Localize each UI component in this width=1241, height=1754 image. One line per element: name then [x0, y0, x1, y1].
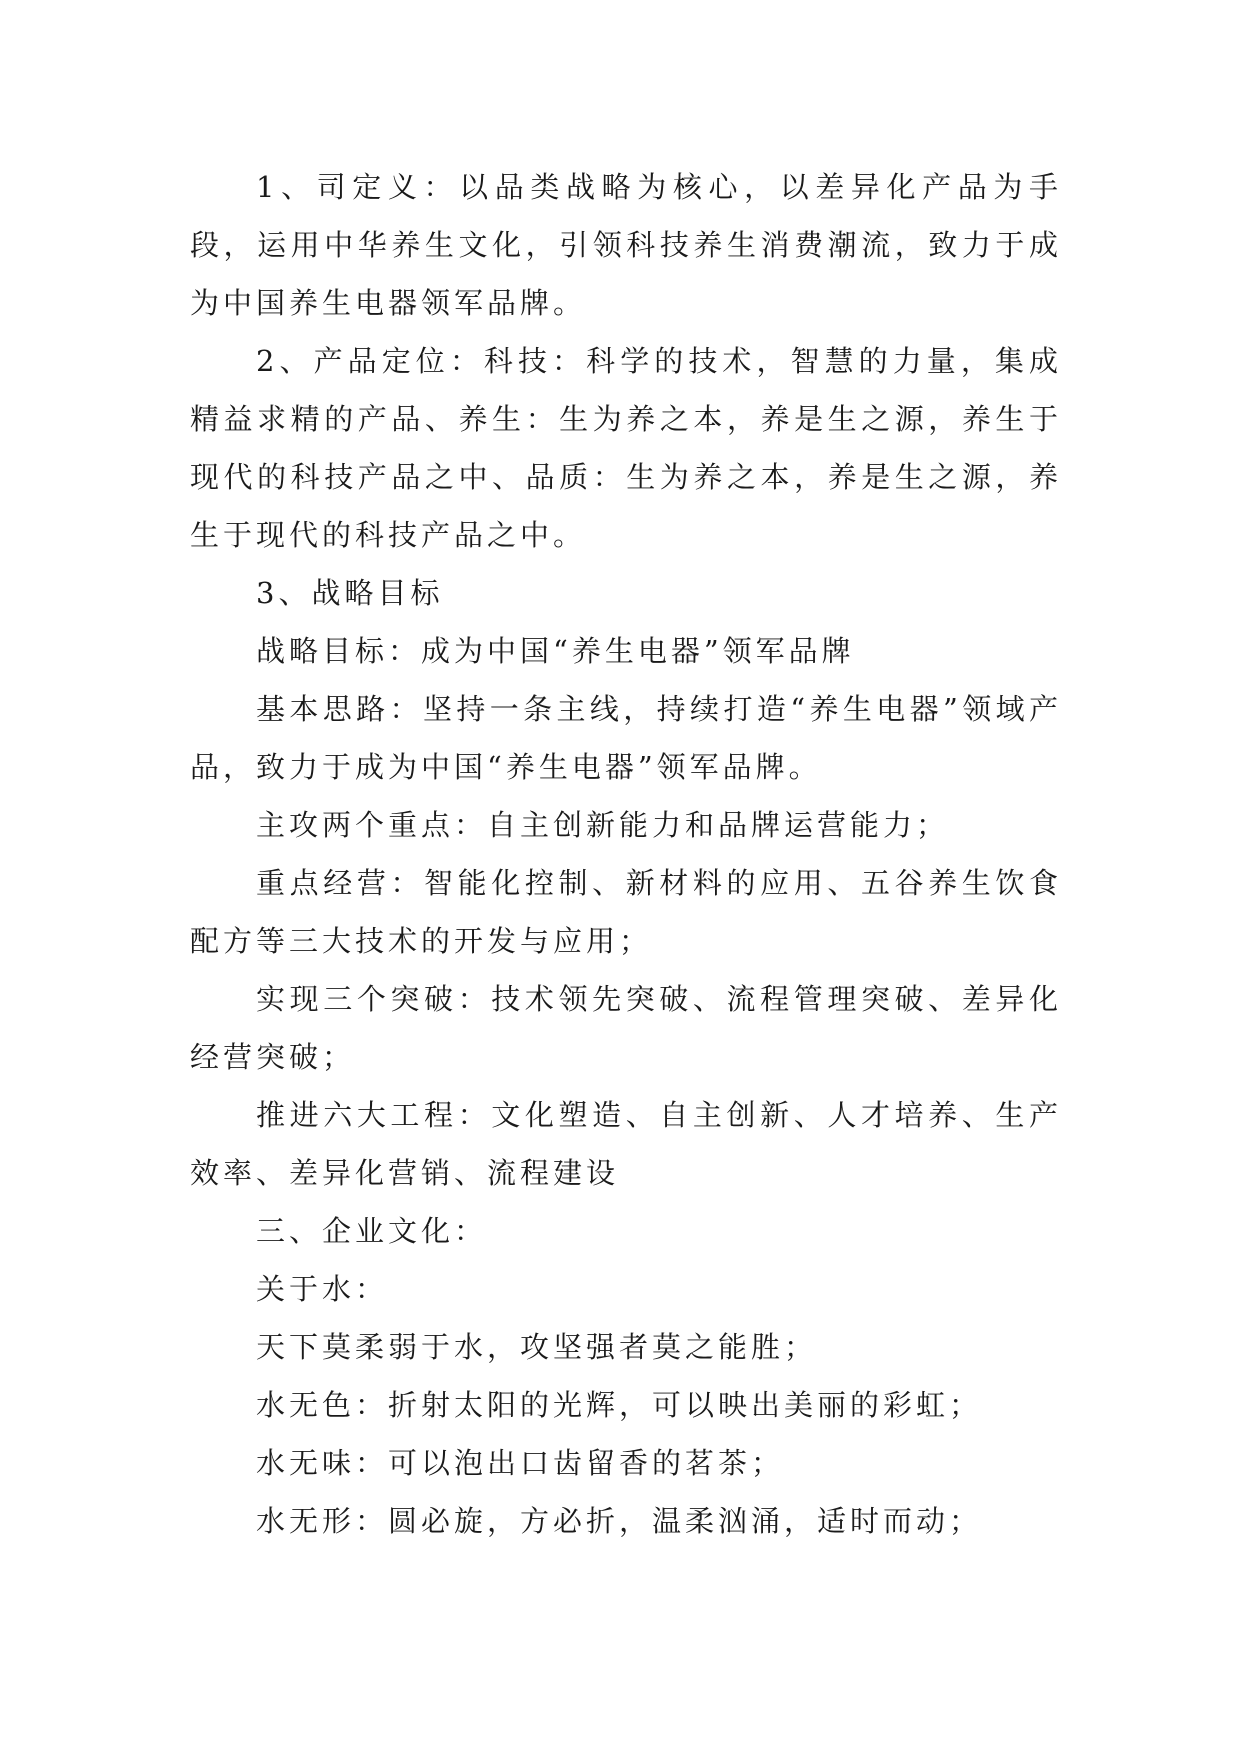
paragraph-water-softness: 天下莫柔弱于水，攻坚强者莫之能胜；: [256, 1330, 818, 1364]
paragraph-key-operations: 重点经营：智能化控制、新材料的应用、五谷养生饮食配方等三大技术的开发与应用；: [190, 866, 1062, 958]
paragraph-three-breakthroughs: 实现三个突破：技术领先突破、流程管理突破、差异化经营突破；: [190, 982, 1062, 1074]
paragraph-strategic-goal: 战略目标：成为中国“养生电器”领军品牌: [256, 634, 855, 668]
paragraph-company-definition: 1、司定义：以品类战略为核心，以差异化产品为手段，运用中华养生文化，引领科技养生消费潮流，致力于成为中国养生电器领军品牌。: [190, 170, 1062, 320]
paragraph-water-tasteless: 水无味：可以泡出口齿留香的茗茶；: [256, 1446, 785, 1480]
paragraph-water-colorless: 水无色：折射太阳的光辉，可以映出美丽的彩虹；: [256, 1388, 983, 1422]
paragraph-basic-approach: 基本思路：坚持一条主线，持续打造“养生电器”领域产品，致力于成为中国“养生电器”领军品牌。: [190, 692, 1062, 784]
paragraph-water-formless: 水无形：圆必旋，方必折，温柔汹涌，适时而动；: [256, 1504, 983, 1538]
paragraph-corporate-culture-heading: 三、企业文化：: [256, 1214, 488, 1248]
document-body: [190, 158, 1062, 1550]
paragraph-six-projects: 推进六大工程：文化塑造、自主创新、人才培养、生产效率、差异化营销、流程建设: [190, 1098, 1062, 1190]
paragraph-strategic-goal-heading: 3、战略目标: [256, 576, 444, 610]
paragraph-two-focus-points: 主攻两个重点：自主创新能力和品牌运营能力；: [256, 808, 950, 842]
paragraph-product-positioning: 2、产品定位：科技：科学的技术，智慧的力量，集成精益求精的产品、养生：生为养之本，养是生之源，养生于现代的科技产品之中、品质：生为养之本，养是生之源，养生于现代的科技产品之中。: [190, 344, 1062, 552]
paragraph-about-water: 关于水：: [256, 1272, 389, 1306]
